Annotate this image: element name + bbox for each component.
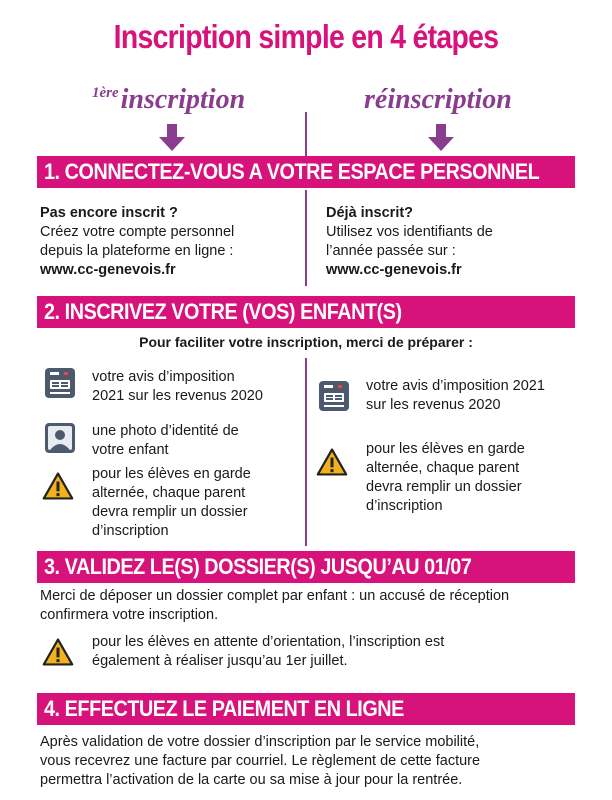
new-user-text: Créez votre compte personnel bbox=[40, 224, 235, 240]
step-4-banner: 4. EFFECTUEZ LE PAIEMENT EN LIGNE bbox=[37, 693, 575, 725]
column-divider bbox=[305, 190, 307, 286]
warning-icon bbox=[316, 446, 348, 478]
item-text: devra remplir un dossier bbox=[366, 479, 522, 495]
down-arrow-icon bbox=[158, 124, 186, 152]
column-divider bbox=[305, 358, 307, 546]
step-2-banner: 2. INSCRIVEZ VOTRE (VOS) ENFANT(S) bbox=[37, 296, 575, 328]
item-text: pour les élèves en garde bbox=[366, 441, 525, 457]
step-3-banner: 3. VALIDEZ LE(S) DOSSIER(S) JUSQU’AU 01/07 bbox=[37, 551, 575, 583]
preparation-intro: Pour faciliter votre inscription, merci de préparer : bbox=[139, 334, 473, 350]
column-header-re-registration: réinscription bbox=[364, 84, 512, 115]
tax-document-icon bbox=[44, 367, 76, 399]
returning-user-text: l’année passée sur : bbox=[326, 243, 456, 259]
warning-icon bbox=[42, 470, 74, 502]
item-text: votre enfant bbox=[92, 442, 169, 458]
website-link[interactable]: www.cc-genevois.fr bbox=[326, 262, 462, 278]
item-text: alternée, chaque parent bbox=[92, 485, 246, 501]
tax-document-icon bbox=[318, 380, 350, 412]
step-3-text: Merci de déposer un dossier complet par enfant : un accusé de réception bbox=[40, 588, 510, 604]
step-4-text: permettra l’activation de la carte ou sa mise à jour pour la rentrée. bbox=[40, 772, 463, 788]
item-text: votre avis d’imposition 2021 bbox=[366, 378, 545, 394]
column-divider bbox=[305, 112, 307, 156]
down-arrow-icon bbox=[427, 124, 455, 152]
column-header-first-registration bbox=[92, 84, 245, 116]
item-text: 2021 sur les revenus 2020 bbox=[92, 388, 263, 404]
orientation-note: également à réaliser jusqu’au 1er juillet. bbox=[92, 653, 348, 669]
step-3-text: confirmera votre inscription. bbox=[40, 607, 219, 623]
item-text: alternée, chaque parent bbox=[366, 460, 520, 476]
new-user-heading: Pas encore inscrit ? bbox=[40, 205, 178, 221]
column-header-label: inscription bbox=[120, 84, 246, 115]
item-text: d’inscription bbox=[366, 498, 443, 514]
warning-icon bbox=[42, 636, 74, 668]
item-text: une photo d’identité de bbox=[92, 423, 239, 439]
item-text: d’inscription bbox=[92, 523, 169, 539]
returning-user-heading: Déjà inscrit? bbox=[326, 205, 414, 221]
item-text: votre avis d’imposition bbox=[92, 369, 235, 385]
step-4-text: vous recevrez une facture par courriel. Le règlement de cette facture bbox=[40, 753, 481, 769]
returning-user-text: Utilisez vos identifiants de bbox=[326, 224, 493, 240]
step-4-text: Après validation de votre dossier d’inscription par le service mobilité, bbox=[40, 734, 480, 750]
item-text: sur les revenus 2020 bbox=[366, 397, 501, 413]
ordinal-superscript: 1ère bbox=[92, 85, 119, 101]
new-user-text: depuis la plateforme en ligne : bbox=[40, 243, 234, 259]
item-text: devra remplir un dossier bbox=[92, 504, 248, 520]
orientation-note: pour les élèves en attente d’orientation, l’inscription est bbox=[92, 634, 445, 650]
item-text: pour les élèves en garde bbox=[92, 466, 251, 482]
step-1-banner: 1. CONNECTEZ-VOUS A VOTRE ESPACE PERSONNEL bbox=[37, 156, 575, 188]
website-link[interactable]: www.cc-genevois.fr bbox=[40, 262, 176, 278]
id-photo-icon bbox=[44, 422, 76, 454]
page-title: Inscription simple en 4 étapes bbox=[113, 18, 499, 55]
